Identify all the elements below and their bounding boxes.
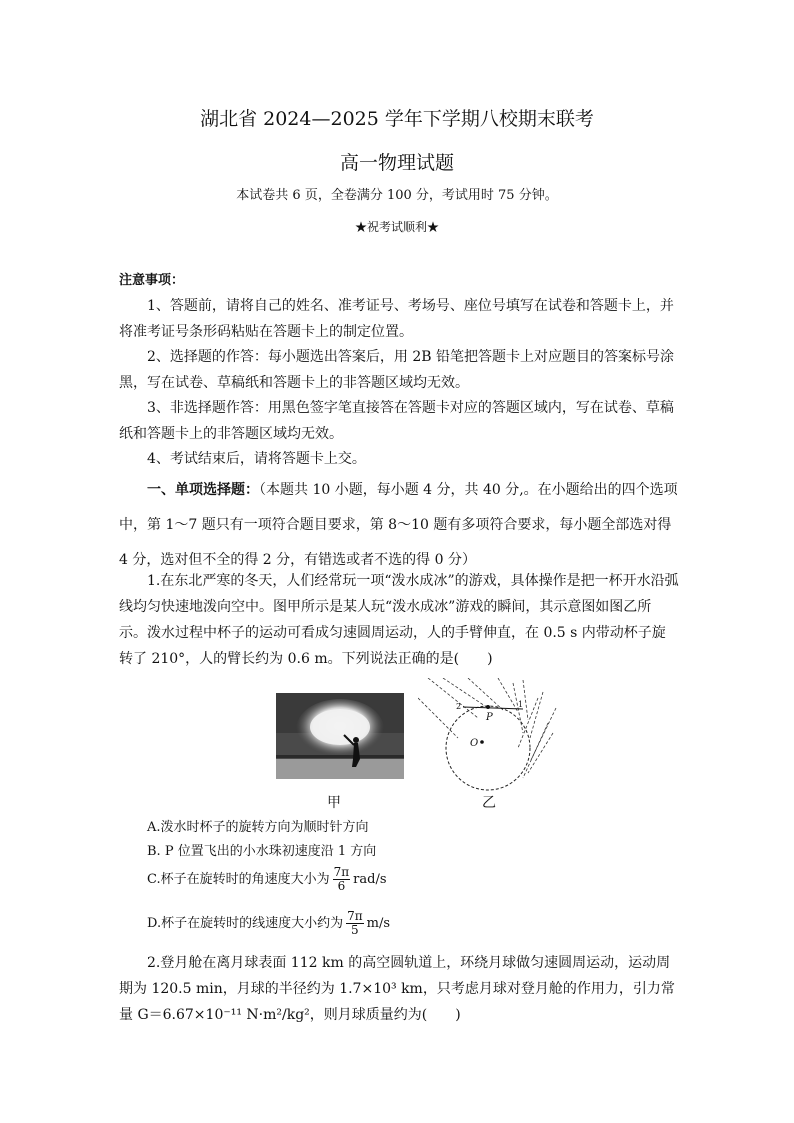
- good-luck-line: ★祝考试顺利★: [354, 220, 439, 234]
- exam-subtitle: 高一物理试题: [339, 152, 454, 174]
- diagram-label-p: P: [486, 712, 493, 723]
- option-b: B. P 位置飞出的小水珠初速度沿 1 方向: [147, 844, 377, 859]
- notes-heading: 注意事项：: [119, 273, 185, 288]
- figure-jia-caption: 甲: [327, 795, 341, 811]
- diagram-label-2: 2: [456, 702, 462, 711]
- figure-jia-photo: [276, 693, 404, 779]
- option-d: [147, 910, 390, 937]
- option-a: A.泼水时杯子的旋转方向为顺时针方向: [147, 820, 369, 835]
- option-d-numerator: 7π: [347, 909, 363, 923]
- note-item-1: 1、答题前，请将自己的姓名、准考证号、考场号、座位号填写在试卷和答题卡上，并将准考证号条形码粘贴在答题卡上的制定位置。: [119, 298, 674, 340]
- diagram-label-1: 1: [518, 700, 524, 709]
- question-2-stem: 2.登月舱在离月球表面 112 km 的高空圆轨道上，环绕月球做匀速圆周运动，运动周期为 120.5 min，月球的半径约为 1.7×10³ km，只考虑月球对登月舱的作用力，引力常量 G＝6.67×10⁻¹¹ N·m²/kg²，则月球质量约为( ): [119, 955, 675, 1023]
- option-c-denominator: 6: [337, 879, 346, 893]
- option-d-text: D.杯子在旋转时的线速度大小约为: [147, 916, 344, 931]
- exam-title: 湖北省 2024—2025 学年下学期八校期末联考: [200, 108, 594, 130]
- note-item-3: 3、非选择题作答：用黑色签字笔直接答在答题卡对应的答题区域内，写在试卷、草稿纸和答题卡上的非答题区域均无效。: [119, 400, 674, 442]
- diagram-label-o: O: [470, 738, 479, 749]
- option-c: [147, 866, 387, 893]
- exam-info: 本试卷共 6 页，全卷满分 100 分，考试用时 75 分钟。: [236, 188, 558, 203]
- option-d-denominator: 5: [351, 923, 359, 937]
- option-c-fraction: [333, 866, 351, 893]
- figure-yi-diagram: [418, 678, 558, 798]
- figure-yi-caption: 乙: [482, 795, 496, 811]
- option-c-numerator: 7π: [333, 865, 350, 879]
- option-d-fraction: [346, 910, 364, 937]
- option-c-text: C.杯子在旋转时的角速度大小为: [147, 872, 330, 887]
- section1-intro: [119, 473, 679, 578]
- question-1-stem: 1.在东北严寒的冬天，人们经常玩一项“泼水成冰”的游戏，具体操作是把一杯开水沿弧线均匀快速地泼向空中。图甲所示是某人玩“泼水成冰”游戏的瞬间，其示意图如图乙所示。泼水过程中杯子的运动可看成匀速圆周运动，人的手臂伸直，在 0.5 s 内带动杯子旋转了 210°，人的臂长约为 0.6 m。下列说法正确的是( ): [119, 573, 679, 667]
- option-c-unit: rad/s: [353, 872, 387, 887]
- option-d-unit: m/s: [366, 916, 391, 931]
- note-item-2: 2、选择题的作答：每小题选出答案后，用 2B 铅笔把答题卡上对应题目的答案标号涂黑，写在试卷、草稿纸和答题卡上的非答题区域均无效。: [119, 349, 675, 391]
- note-item-4: 4、考试结束后，请将答题卡上交。: [147, 451, 366, 467]
- section1-text: （本题共 10 小题，每小题 4 分，共 40 分,。在小题给出的四个选项中，第 1～7 题只有一项符合题目要求，第 8～10 题有多项符合要求，每小题全部选对得 4 分，选对但不全的得 2 分，有错选或者不选的得 0 分）: [119, 482, 678, 568]
- section1-heading: 一、单项选择题：: [147, 482, 259, 498]
